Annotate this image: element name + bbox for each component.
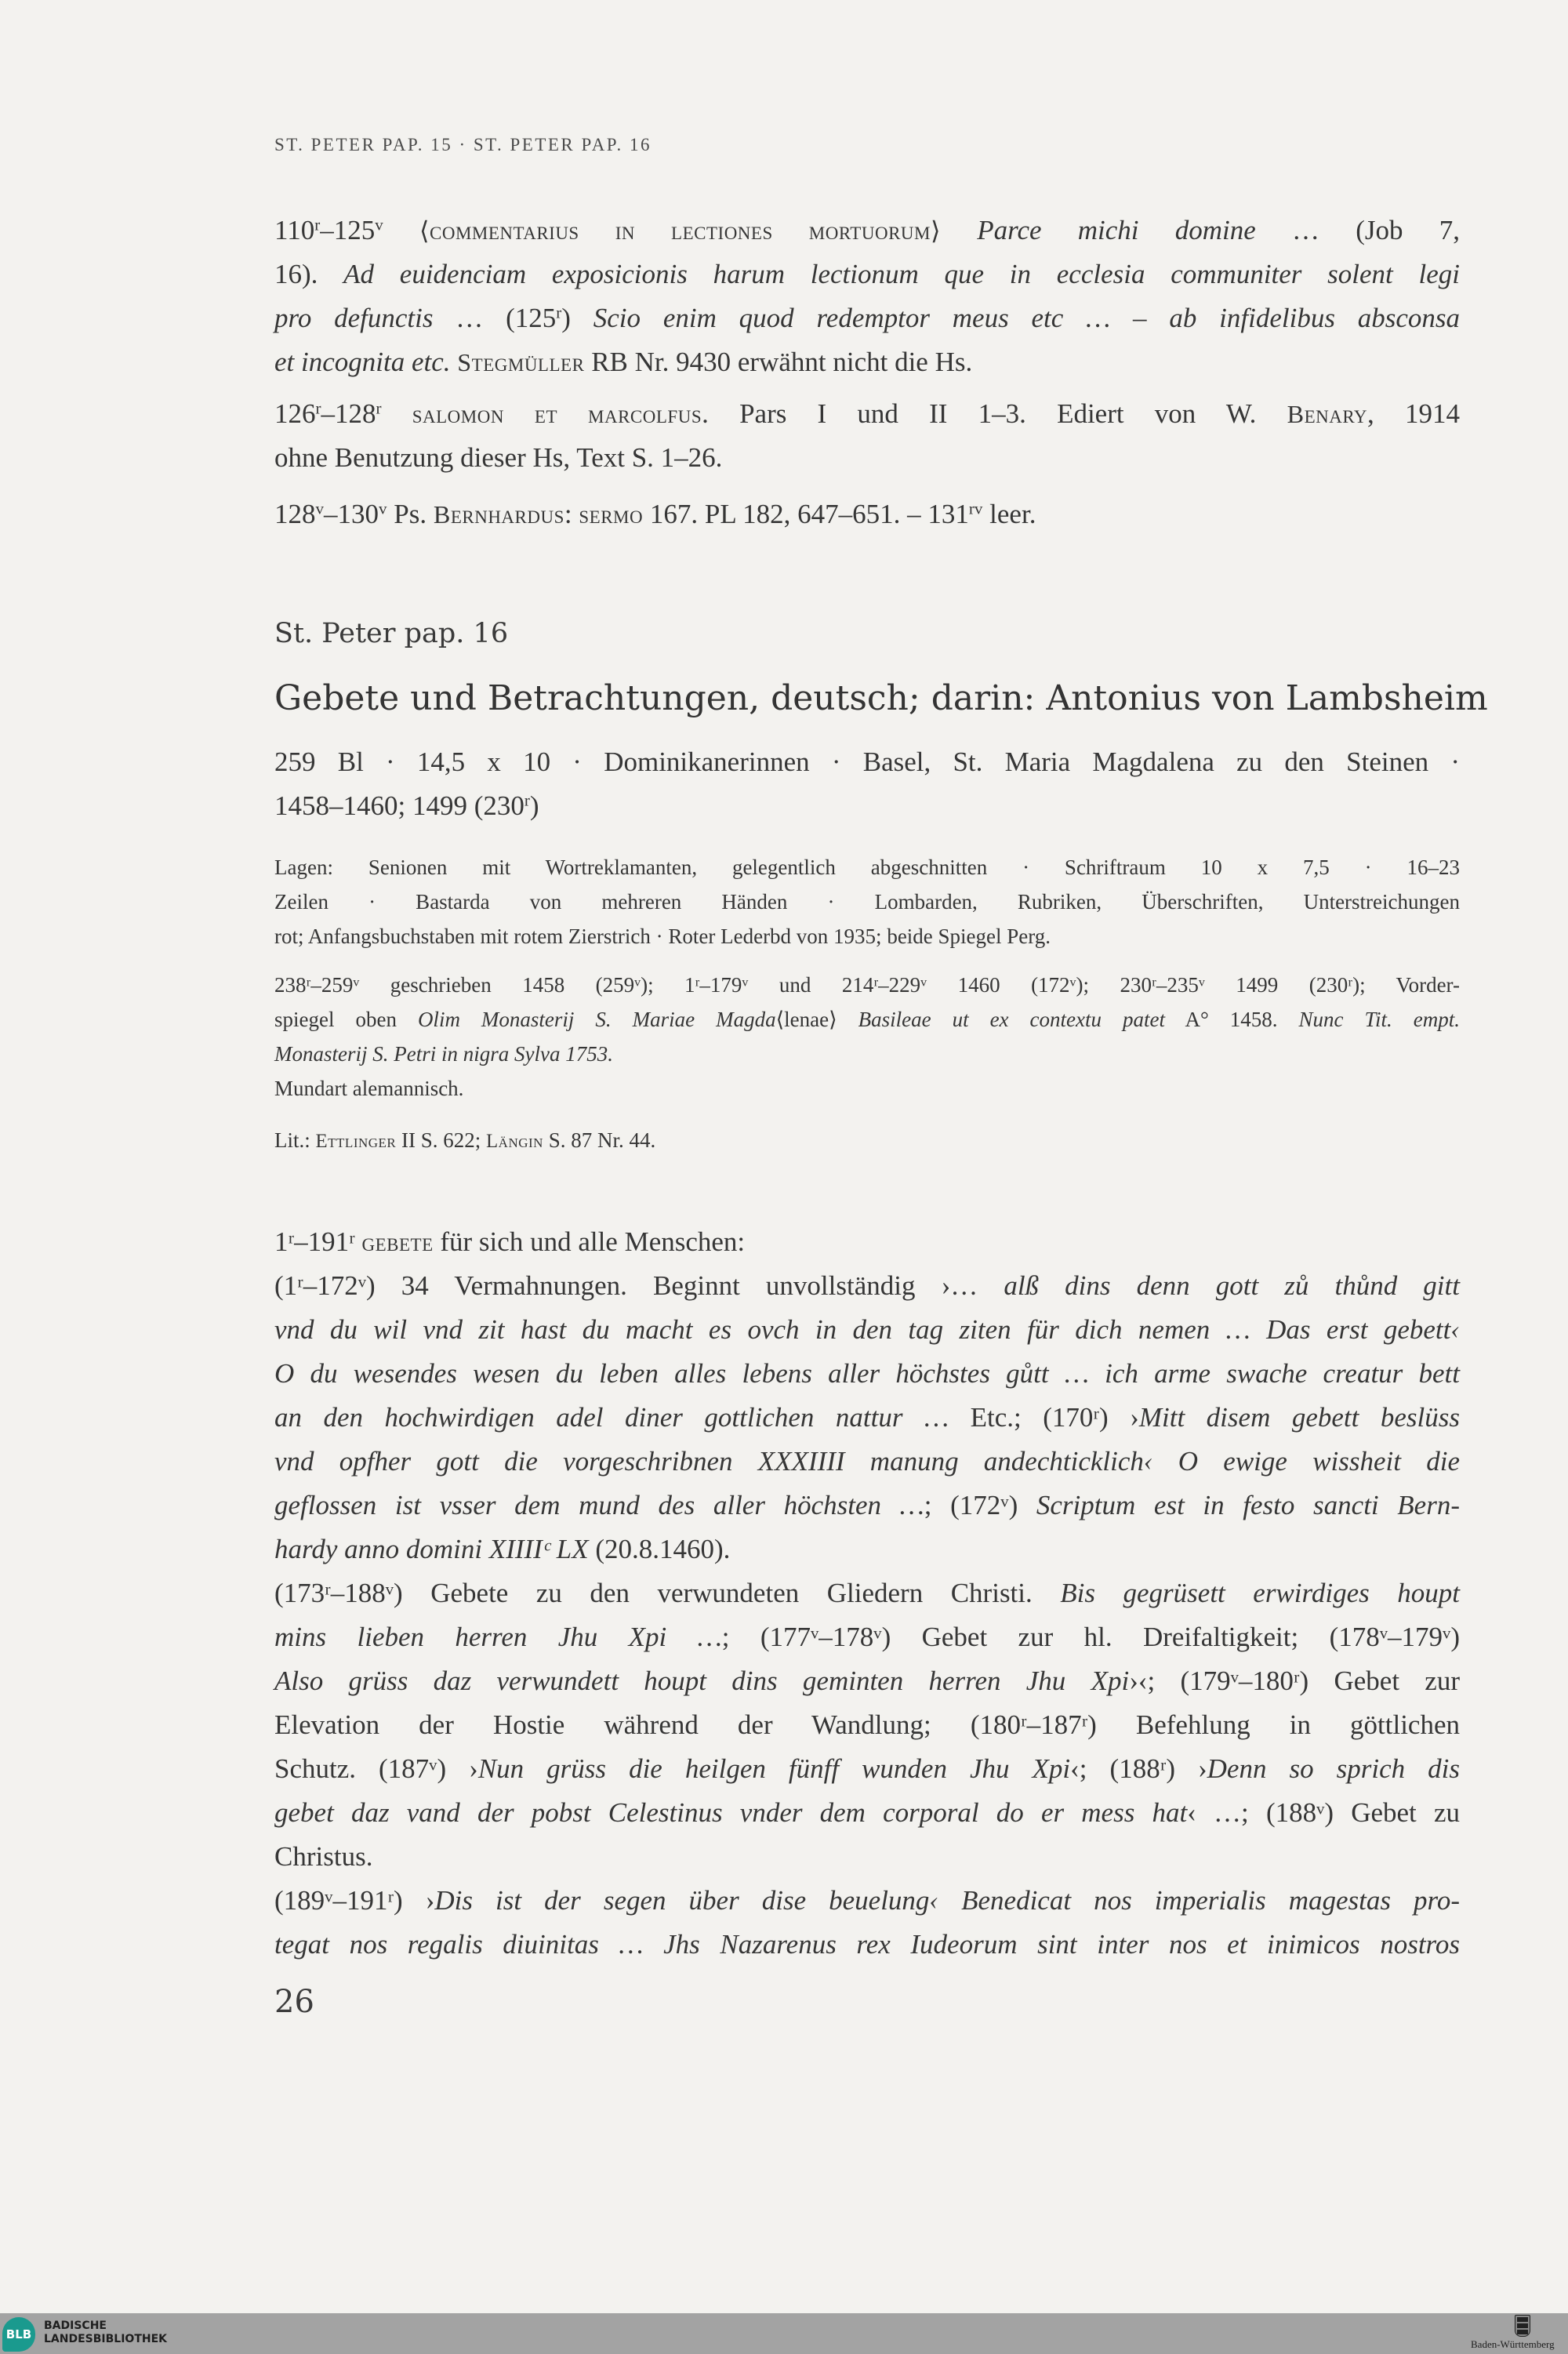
contents-segment: an den hochwirdigen adel diner gottlichen nattur …	[274, 1402, 971, 1433]
manuscript-title: Gebete und Betrachtungen, deutsch; darin: Antonius von Lambsheim	[274, 678, 1488, 718]
contents-segment: mins lieben herren Jhu Xpi …	[274, 1622, 722, 1652]
entry-126-line-1: 126$^r$–128$^r$ salomon et marcolfus. Pars I und II 1–3. Ediert von W. Benary, 1914	[274, 398, 1460, 429]
contents-segment: ; (172ᵛ)	[924, 1490, 1036, 1520]
contents-segment: Christus.	[274, 1841, 373, 1872]
contents-segment: Dis ist der segen über dise beuelung‹ Benedicat nos imperialis magestas pro-	[434, 1885, 1460, 1916]
contents-line	[274, 1791, 1460, 1835]
contents-segment: ‹; (188ʳ) ›	[1070, 1753, 1207, 1784]
entry-128-line: 128$^v$–130$^v$ Ps. Bernhardus: sermo 167. PL 182, 647–651. – $131^{rv}$ leer.	[274, 499, 1036, 529]
contents-segment: tegat nos regalis diuinitas … Jhs Nazarenus rex Iudeorum sint inter nos et inimicos nostros	[274, 1929, 1460, 1960]
entry-110-line-4: et incognita etc. Stegmüller RB Nr. 9430 erwähnt nicht die Hs.	[274, 347, 973, 377]
contents-segment: Nun grüss die heilgen fünff wunden Jhu Xpi	[477, 1753, 1071, 1784]
contents-segment: ‹; (179ᵛ–180ʳ) Gebet zur	[1138, 1666, 1460, 1696]
shelfmark: St. Peter pap. 16	[274, 618, 509, 649]
library-name-line-2: LANDESBIBLIOTHEK	[44, 2333, 168, 2345]
contents-line	[274, 1659, 1460, 1703]
contents-segment: (1ʳ–172ᵛ) 34 Vermahnungen. Beginnt unvollständig ›…	[274, 1270, 1004, 1301]
dating-line-3: Monasterij S. Petri in nigra Sylva 1753.	[274, 1042, 613, 1066]
page-number: 26	[274, 1984, 314, 2020]
contents-segment: vnd opfher gott die vorgeschribnen XXXIIII manung andechticklich‹ O ewige wissheit die	[274, 1446, 1460, 1477]
contents-segment: Bis gegrüsett erwirdiges houpt	[1060, 1578, 1460, 1608]
contents-segment: Elevation der Hostie während der Wandlung; (180ʳ–187ʳ) Befehlung in göttlichen	[274, 1709, 1460, 1740]
dating-line-1: 238ʳ–259ᵛ geschrieben 1458 (259ᵛ); 1ʳ–179ᵛ und 214ʳ–229ᵛ 1460 (172ᵛ); 230ʳ–235ᵛ 1499 (230ʳ); Vorder-	[274, 973, 1460, 997]
contents-line	[274, 1528, 1460, 1571]
blb-logo[interactable]: BLB	[2, 2317, 35, 2352]
contents-line	[274, 1615, 1460, 1659]
contents-segment: (20.8.1460).	[588, 1534, 731, 1564]
contents-segment: Schutz. (187ᵛ) ›	[274, 1753, 478, 1784]
library-name-line-1: BADISCHE	[44, 2319, 107, 2332]
entry-110-line-1: 110$^r$–125$^v$ ⟨commentarius in lectiones mortuorum⟩ Parce michi domine … (Job 7,	[274, 215, 1461, 245]
summary-line-2: 1458–1460; 1499 (230$^r$)	[274, 790, 539, 821]
contents-segment: (173ʳ–188ᵛ) Gebete zu den verwundeten Gliedern Christi.	[274, 1578, 1061, 1608]
contents-line	[274, 1703, 1460, 1747]
contents-line	[274, 1879, 1460, 1923]
entry-110-line-3: pro defunctis … (125$^r$) Scio enim quod redemptor meus etc … – ab infidelibus absconsa	[274, 303, 1461, 333]
contents-line	[274, 1484, 1460, 1528]
entry-126-line-2: ohne Benutzung dieser Hs, Text S. 1–26.	[274, 442, 723, 473]
footer-bar	[0, 2313, 1568, 2354]
contents-line	[274, 1923, 1460, 1967]
running-head: ST. PETER PAP. 15 · ST. PETER PAP. 16	[274, 135, 652, 154]
contents-segment: ‹ …; (188ᵛ) Gebet zu	[1187, 1797, 1460, 1828]
contents-line	[274, 1747, 1460, 1791]
contents-line	[274, 1835, 1460, 1879]
contents-segment: Scriptum est in festo sancti Bern-	[1036, 1490, 1460, 1520]
description-line-3: rot; Anfangsbuchstaben mit rotem Zierstrich · Roter Lederbd von 1935; beide Spiegel Perg.	[274, 925, 1051, 948]
contents-segment: gebet daz vand der pobst Celestinus vnder dem corporal do er mess hat	[274, 1797, 1188, 1828]
contents-segment: O du wesendes wesen du leben alles lebens aller höchstes gůtt … ich arme swache creatur bett	[274, 1358, 1460, 1389]
contents-line	[274, 1352, 1460, 1396]
contents-heading: 1ʳ–191ʳ gebete für sich und alle Menschen:	[274, 1226, 746, 1257]
description-line-1: Lagen: Senionen mit Wortreklamanten, gelegentlich abgeschnitten · Schriftraum 10 x 7,5 · 16–23	[274, 856, 1460, 879]
coat-of-arms-icon	[1515, 2315, 1530, 2337]
contents-segment: Denn so sprich dis	[1207, 1753, 1460, 1784]
contents-segment: Mitt disem gebett beslüss	[1138, 1402, 1461, 1433]
literature: Lit.: Ettlinger II S. 622; Längin S. 87 Nr. 44.	[274, 1128, 656, 1152]
contents-segment: ›	[1129, 1666, 1138, 1696]
description-line-2: Zeilen · Bastarda von mehreren Händen · Lombarden, Rubriken, Überschriften, Unterstreichungen	[274, 890, 1460, 914]
contents-segment: vnd du wil vnd zit hast du macht es ovch in den tag ziten für dich nemen … Das erst gebett‹	[274, 1314, 1460, 1345]
contents-segment: (189ᵛ–191ʳ) ›	[274, 1885, 435, 1916]
dating-line-2: spiegel oben Olim Monasterij S. Mariae Magda⟨lenae⟩ Basileae ut ex contextu patet A° 1458. Nunc Tit. empt.	[274, 1008, 1460, 1031]
contents-segment: ; (177ᵛ–178ᵛ) Gebet zur hl. Dreifaltigkeit; (178ᵛ–179ᵛ)	[721, 1622, 1460, 1652]
contents-line	[274, 1571, 1460, 1615]
contents-line	[274, 1440, 1460, 1484]
contents-segment: hardy anno domini XIIIIᶜ LX	[274, 1534, 589, 1564]
dialect-note: Mundart alemannisch.	[274, 1077, 464, 1100]
rubric: ⟨commentarius in lectiones mortuorum⟩	[419, 216, 942, 245]
contents-line	[274, 1396, 1460, 1440]
contents-segment: Also grüss daz verwundett houpt dins geminten herren Jhu Xpi	[274, 1666, 1130, 1696]
summary-line-1: 259 Bl · 14,5 x 10 · Dominikanerinnen · Basel, St. Maria Magdalena zu den Steinen ·	[274, 747, 1460, 777]
contents-line	[274, 1264, 1460, 1308]
entry-110-line-2: 16). Ad euidenciam exposicionis harum lectionum que in ecclesia communiter solent legi	[274, 259, 1460, 289]
contents-line	[274, 1308, 1460, 1352]
contents-segment: Etc.; (170ʳ) ›	[970, 1402, 1139, 1433]
contents-segment: geflossen ist vsser dem mund des aller höchsten …	[274, 1490, 924, 1520]
contents-segment: alß dins denn gott zů thůnd gitt	[1004, 1270, 1460, 1301]
library-name	[44, 2319, 167, 2346]
state-logo-text[interactable]: Baden-Württemberg	[1471, 2338, 1555, 2350]
